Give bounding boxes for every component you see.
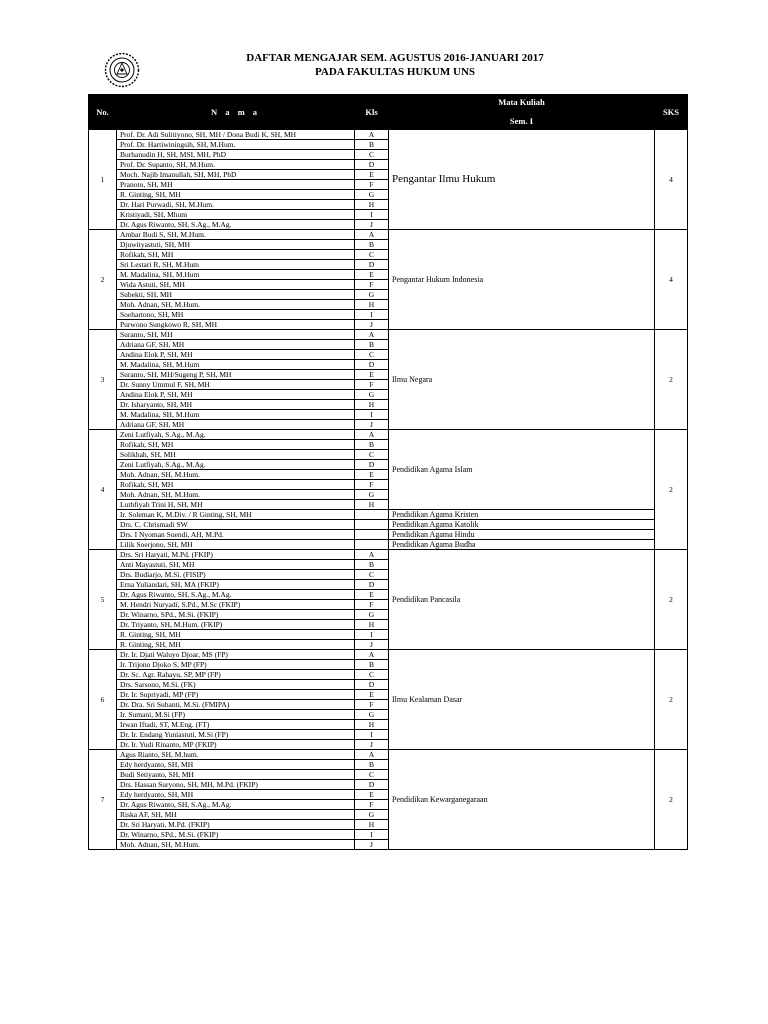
class-code: I <box>355 310 389 320</box>
class-code: G <box>355 190 389 200</box>
class-code: C <box>355 770 389 780</box>
class-code: A <box>355 750 389 760</box>
lecturer-name: Ir. Trijono Djoko S, MP (FP) <box>117 660 355 670</box>
column-header-sks: SKS <box>655 95 688 130</box>
course-name: Ilmu Kealaman Dasar <box>389 650 655 750</box>
lecturer-name: Sri Lestari R, SH, M.Hum <box>117 260 355 270</box>
lecturer-name: Dr. Agus Riwanto, SH, S.Ag., M.Ag. <box>117 800 355 810</box>
table-row <box>89 530 688 540</box>
class-code: A <box>355 230 389 240</box>
class-code: F <box>355 600 389 610</box>
document-title <box>180 51 610 79</box>
lecturer-name: Anti Mayastuti, SH, MH <box>117 560 355 570</box>
course-name: Ilmu Negara <box>389 330 655 430</box>
credit-units: 2 <box>655 550 688 650</box>
lecturer-name: Drs. C. Chrismadi SW <box>117 520 355 530</box>
lecturer-name: Moh. Adnan, SH, M.Hum. <box>117 840 355 850</box>
title-line-1: DAFTAR MENGAJAR SEM. AGUSTUS 2016-JANUARI 2017 <box>246 52 544 64</box>
lecturer-name: Edy herdyanto, SH, MH <box>117 790 355 800</box>
lecturer-name: Dr. Ir. Djati Waluyo Djoar, MS (FP) <box>117 650 355 660</box>
lecturer-name: Pranoto, SH, MH <box>117 180 355 190</box>
group-number: 2 <box>89 230 117 330</box>
class-code: J <box>355 320 389 330</box>
table-row <box>89 130 688 140</box>
table-header <box>89 95 688 130</box>
university-seal-icon <box>104 52 140 88</box>
group-number: 6 <box>89 650 117 750</box>
course-name: Pendidikan Agama Katolik <box>389 520 655 530</box>
credit-units: 4 <box>655 230 688 330</box>
class-code: H <box>355 620 389 630</box>
class-code: G <box>355 490 389 500</box>
group-number: 4 <box>89 430 117 550</box>
lecturer-name: M. Madalina, SH, M.Hum <box>117 270 355 280</box>
lecturer-name: Dr. Hari Purwadi, SH, M.Hum. <box>117 200 355 210</box>
course-name: Pengantar Hukum Indonesia <box>389 230 655 330</box>
lecturer-name: Drs. I Nyoman Suendi, AH, M.Pd. <box>117 530 355 540</box>
lecturer-name: Prof. Dr. Adi Sulitiyono, SH, MH / Dona Budi K, SH, MH <box>117 130 355 140</box>
lecturer-name: Subekti, SH, MH <box>117 290 355 300</box>
class-code: C <box>355 150 389 160</box>
lecturer-name: Dr. Sc. Agr. Rahayu, SP, MP (FP) <box>117 670 355 680</box>
column-header-no: No. <box>89 95 117 130</box>
class-code: H <box>355 500 389 510</box>
lecturer-name: R. Ginting, SH, MH <box>117 630 355 640</box>
lecturer-name: Lilik Soerjono, SH, MH <box>117 540 355 550</box>
lecturer-name: Dr. Sunny Ummul F, SH, MH <box>117 380 355 390</box>
class-code: C <box>355 250 389 260</box>
class-code: A <box>355 330 389 340</box>
lecturer-name: Dr. Winarno, SPd., M.Si. (FKIP) <box>117 610 355 620</box>
credit-units: 2 <box>655 750 688 850</box>
class-code: B <box>355 660 389 670</box>
class-code: H <box>355 200 389 210</box>
lecturer-name: M. Madalina, SH, M.Hum <box>117 410 355 420</box>
lecturer-name: Dr. Sri Haryati, M.Pd. (FKIP) <box>117 820 355 830</box>
class-code: F <box>355 280 389 290</box>
group-number: 1 <box>89 130 117 230</box>
lecturer-name: Djuwityastuti, SH, MH <box>117 240 355 250</box>
class-code: A <box>355 650 389 660</box>
course-name: Pendidikan Pancasila <box>389 550 655 650</box>
lecturer-name: Adriana GF, SH, MH <box>117 340 355 350</box>
course-name: Pendidikan Agama Kristen <box>389 510 655 520</box>
lecturer-name: Adriana GF, SH, MH <box>117 420 355 430</box>
lecturer-name: M. Hendri Nuryadi, S.Pd., M.Sc (FKIP) <box>117 600 355 610</box>
lecturer-name: Dr. Agus Riwanto, SH, S.Ag., M.Ag. <box>117 220 355 230</box>
lecturer-name: Ir. Sumani, M.Si (FP) <box>117 710 355 720</box>
class-code: G <box>355 290 389 300</box>
class-code: A <box>355 430 389 440</box>
lecturer-name: Zeni Lutfiyah, S.Ag., M.Ag. <box>117 430 355 440</box>
class-code <box>355 520 389 530</box>
lecturer-name: Moh. Adnan, SH, M.Hum. <box>117 470 355 480</box>
lecturer-name: Purwono Sungkowo R, SH, MH <box>117 320 355 330</box>
lecturer-name: Moh. Adnan, SH, M.Hum. <box>117 300 355 310</box>
class-code: D <box>355 460 389 470</box>
class-code: F <box>355 480 389 490</box>
lecturer-name: Prof. Dr. Hartiwiningsih, SH, M.Hum. <box>117 140 355 150</box>
class-code: D <box>355 780 389 790</box>
lecturer-name: Moh. Adnan, SH, M.Hum. <box>117 490 355 500</box>
class-code: G <box>355 390 389 400</box>
lecturer-name: Dr. Triyanto, SH, M.Hum. (FKIP) <box>117 620 355 630</box>
lecturer-name: Drs. Hassan Suryono, SH, MH, M.Pd. (FKIP) <box>117 780 355 790</box>
lecturer-name: Ir. Soleman K, M.Div. / R Ginting, SH, MH <box>117 510 355 520</box>
class-code: B <box>355 560 389 570</box>
table-row <box>89 540 688 550</box>
class-code <box>355 530 389 540</box>
course-name: Pendidikan Kewarganegaraan <box>389 750 655 850</box>
class-code: D <box>355 160 389 170</box>
credit-units: 2 <box>655 650 688 750</box>
table-row <box>89 330 688 340</box>
lecturer-name: R. Ginting, SH, MH <box>117 190 355 200</box>
lecturer-name: Soehartono, SH, MH <box>117 310 355 320</box>
class-code: I <box>355 410 389 420</box>
class-code: G <box>355 610 389 620</box>
column-header-kls: Kls <box>355 95 389 130</box>
lecturer-name: Drs. Sri Haryati, M.Pd. (FKIP) <box>117 550 355 560</box>
class-code: B <box>355 440 389 450</box>
class-code: I <box>355 630 389 640</box>
lecturer-name: Edy herdyanto, SH, MH <box>117 760 355 770</box>
class-code: H <box>355 820 389 830</box>
class-code: J <box>355 420 389 430</box>
table-row <box>89 230 688 240</box>
mata-kuliah-label: Mata Kuliah <box>498 97 545 107</box>
class-code: E <box>355 790 389 800</box>
course-name: Pendidikan Agama Budha <box>389 540 655 550</box>
lecturer-name: Solikhah, SH, MH <box>117 450 355 460</box>
class-code: D <box>355 260 389 270</box>
class-code: B <box>355 240 389 250</box>
class-code: E <box>355 690 389 700</box>
lecturer-name: Burhanudin H, SH, MSI, MH, PhD <box>117 150 355 160</box>
class-code: C <box>355 570 389 580</box>
group-number: 5 <box>89 550 117 650</box>
class-code: H <box>355 400 389 410</box>
class-code: E <box>355 590 389 600</box>
lecturer-name: Luthfiyah Trini H, SH, MH <box>117 500 355 510</box>
lecturer-name: Dr. Agus Riwanto, SH, S.Ag., M.Ag. <box>117 590 355 600</box>
table-body <box>89 130 688 850</box>
class-code: F <box>355 180 389 190</box>
course-name: Pendidikan Agama Hindu <box>389 530 655 540</box>
class-code: J <box>355 220 389 230</box>
class-code: J <box>355 640 389 650</box>
class-code: C <box>355 450 389 460</box>
lecturer-name: Rofikah, SH, MH <box>117 440 355 450</box>
class-code: J <box>355 740 389 750</box>
class-code <box>355 510 389 520</box>
lecturer-name: Dr. Isharyanto, SH, MH <box>117 400 355 410</box>
lecturer-name: Ambar Budi S, SH, M.Hum. <box>117 230 355 240</box>
lecturer-name: Suranto, SH, MH/Sugeng P, SH, MH <box>117 370 355 380</box>
title-line-2: PADA FAKULTAS HUKUM UNS <box>314 66 476 78</box>
class-code: A <box>355 550 389 560</box>
class-code: D <box>355 360 389 370</box>
lecturer-name: Prof. Dr. Supanto, SH, M.Hum. <box>117 160 355 170</box>
lecturer-name: R. Ginting, SH, MH <box>117 640 355 650</box>
class-code: C <box>355 350 389 360</box>
class-code: D <box>355 680 389 690</box>
class-code: G <box>355 810 389 820</box>
lecturer-name: Rofikah, SH, MH <box>117 250 355 260</box>
class-code: H <box>355 720 389 730</box>
class-code: F <box>355 700 389 710</box>
class-code: E <box>355 470 389 480</box>
class-code: B <box>355 340 389 350</box>
class-code: E <box>355 370 389 380</box>
class-code: B <box>355 140 389 150</box>
course-name: Pendidikan Agama Islam <box>389 430 655 510</box>
semester-label: Sem. I <box>509 116 534 126</box>
class-code: C <box>355 670 389 680</box>
table-row <box>89 510 688 520</box>
class-code: I <box>355 730 389 740</box>
column-header-nama: N a m a <box>117 95 355 130</box>
table-row <box>89 550 688 560</box>
lecturer-name: M. Madalina, SH, M.Hum <box>117 360 355 370</box>
lecturer-name: Dr. Ir. Supriyadi, MP (FP) <box>117 690 355 700</box>
lecturer-name: Rofikah, SH, MH <box>117 480 355 490</box>
lecturer-name: Budi Setiyanto, SH, MH <box>117 770 355 780</box>
lecturer-name: Suranto, SH, MH <box>117 330 355 340</box>
class-code <box>355 540 389 550</box>
class-code: B <box>355 760 389 770</box>
class-code: I <box>355 830 389 840</box>
lecturer-name: Agus Rianto, SH, M.hum. <box>117 750 355 760</box>
column-header-mata-kuliah <box>389 95 655 130</box>
lecturer-name: Wida Astuti, SH, MH <box>117 280 355 290</box>
class-code: D <box>355 580 389 590</box>
class-code: E <box>355 270 389 280</box>
lecturer-name: Dr. Dra. Sri Subanti, M.Si. (FMIPA) <box>117 700 355 710</box>
lecturer-name: Dr. Ir. Endang Yuniastuti, M.Si (FP) <box>117 730 355 740</box>
group-number: 3 <box>89 330 117 430</box>
lecturer-name: Drs. Sarsono, M.Si. (FK) <box>117 680 355 690</box>
lecturer-name: Andina Elok P, SH, MH <box>117 350 355 360</box>
lecturer-name: Moch. Najib Imanullah, SH, MH, PhD <box>117 170 355 180</box>
course-name: Pengantar Ilmu Hukum <box>389 130 655 230</box>
table-row <box>89 650 688 660</box>
class-code: H <box>355 300 389 310</box>
class-code: A <box>355 130 389 140</box>
lecturer-name: Zeni Lutfiyah, S.Ag., M.Ag. <box>117 460 355 470</box>
class-code: F <box>355 800 389 810</box>
lecturer-name: Irwan Iftadi, ST, M.Eng. (FT) <box>117 720 355 730</box>
lecturer-name: Drs. Budiarjo, M.Si. (FISIP) <box>117 570 355 580</box>
credit-units: 4 <box>655 130 688 230</box>
table-row <box>89 520 688 530</box>
credit-units: 2 <box>655 330 688 430</box>
class-code: F <box>355 380 389 390</box>
class-code: G <box>355 710 389 720</box>
lecturer-name: Dr. Ir. Yudi Rinanto, MP (FKIP) <box>117 740 355 750</box>
class-code: J <box>355 840 389 850</box>
credit-units: 2 <box>655 430 688 550</box>
table-row <box>89 750 688 760</box>
lecturer-name: Andina Elok P, SH, MH <box>117 390 355 400</box>
lecturer-name: Dr. Winarno, SPd., M.Si. (FKIP) <box>117 830 355 840</box>
lecturer-name: Kristiyadi, SH, Mhum <box>117 210 355 220</box>
lecturer-name: Erna Yuliandari, SH, MA (FKIP) <box>117 580 355 590</box>
table-row <box>89 430 688 440</box>
class-code: E <box>355 170 389 180</box>
group-number: 7 <box>89 750 117 850</box>
class-code: I <box>355 210 389 220</box>
teaching-schedule-table <box>88 94 688 850</box>
lecturer-name: Riska AF, SH, MH <box>117 810 355 820</box>
